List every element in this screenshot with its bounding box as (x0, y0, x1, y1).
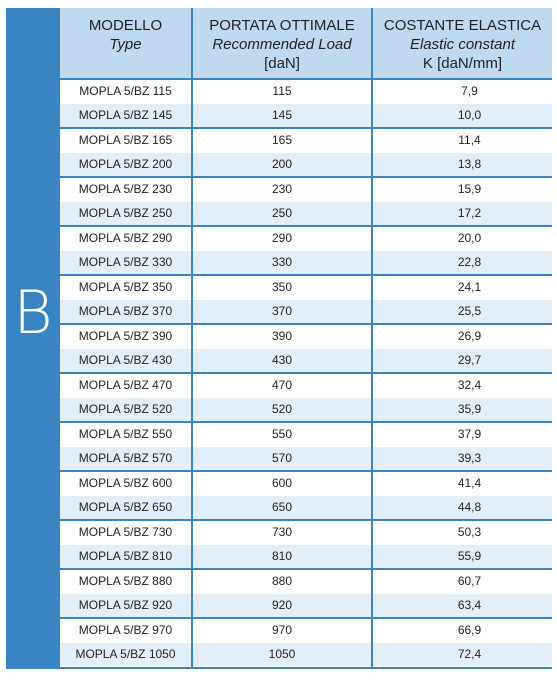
table-row (60, 80, 552, 103)
constant-cell: 41,4 (373, 472, 552, 495)
model-cell: MOPLA 5/BZ 1050 (60, 643, 191, 666)
load-cell: 200 (193, 153, 371, 176)
model-cell: MOPLA 5/BZ 330 (60, 251, 191, 274)
load-cell: 290 (193, 227, 371, 250)
load-cell: 550 (193, 423, 371, 446)
constant-cell: 63,4 (373, 594, 552, 617)
table-row (60, 447, 552, 470)
load-cell: 810 (193, 545, 371, 568)
load-cell: 370 (193, 300, 371, 323)
load-cell: 880 (193, 570, 371, 593)
model-cell: MOPLA 5/BZ 920 (60, 594, 191, 617)
table-row (60, 325, 552, 348)
model-cell: MOPLA 5/BZ 520 (60, 398, 191, 421)
table-row (60, 643, 552, 666)
load-cell: 570 (193, 447, 371, 470)
table-row (60, 202, 552, 225)
constant-cell: 32,4 (373, 374, 552, 397)
model-cell: MOPLA 5/BZ 970 (60, 619, 191, 642)
load-cell: 520 (193, 398, 371, 421)
model-cell: MOPLA 5/BZ 730 (60, 521, 191, 544)
table-row (60, 129, 552, 152)
constant-cell: 55,9 (373, 545, 552, 568)
table-row (60, 349, 552, 372)
model-cell: MOPLA 5/BZ 430 (60, 349, 191, 372)
load-cell: 390 (193, 325, 371, 348)
constant-cell: 50,3 (373, 521, 552, 544)
table-row (60, 570, 552, 593)
model-cell: MOPLA 5/BZ 880 (60, 570, 191, 593)
load-cell: 920 (193, 594, 371, 617)
table-row (60, 300, 552, 323)
table-row (60, 545, 552, 568)
table-row (60, 374, 552, 397)
load-cell: 250 (193, 202, 371, 225)
constant-cell: 7,9 (373, 80, 552, 103)
table-row (60, 276, 552, 299)
header-model-title: MODELLO (88, 17, 163, 34)
column-divider (371, 8, 373, 669)
table-header (60, 8, 552, 78)
model-cell: MOPLA 5/BZ 145 (60, 104, 191, 127)
load-cell: 350 (193, 276, 371, 299)
constant-cell: 44,8 (373, 496, 552, 519)
constant-cell: 10,0 (373, 104, 552, 127)
load-cell: 650 (193, 496, 371, 519)
model-cell: MOPLA 5/BZ 200 (60, 153, 191, 176)
constant-cell: 66,9 (373, 619, 552, 642)
constant-cell: 20,0 (373, 227, 552, 250)
constant-cell: 29,7 (373, 349, 552, 372)
load-cell: 600 (193, 472, 371, 495)
table-row (60, 251, 552, 274)
spec-table (60, 8, 552, 669)
load-cell: 230 (193, 178, 371, 201)
model-cell: MOPLA 5/BZ 390 (60, 325, 191, 348)
load-cell: 730 (193, 521, 371, 544)
header-divider (60, 78, 552, 80)
table-bottom-border (60, 667, 552, 669)
model-cell: MOPLA 5/BZ 350 (60, 276, 191, 299)
table-row (60, 472, 552, 495)
model-cell: MOPLA 5/BZ 600 (60, 472, 191, 495)
constant-cell: 35,9 (373, 398, 552, 421)
model-cell: MOPLA 5/BZ 165 (60, 129, 191, 152)
model-cell: MOPLA 5/BZ 550 (60, 423, 191, 446)
constant-cell: 13,8 (373, 153, 552, 176)
model-cell: MOPLA 5/BZ 810 (60, 545, 191, 568)
table-row (60, 619, 552, 642)
header-load-subtitle: Recommended Load (212, 36, 352, 53)
column-divider (191, 8, 193, 669)
table-row (60, 594, 552, 617)
table-row (60, 423, 552, 446)
constant-cell: 25,5 (373, 300, 552, 323)
load-cell: 165 (193, 129, 371, 152)
model-cell: MOPLA 5/BZ 230 (60, 178, 191, 201)
header-load-unit: [daN] (264, 55, 300, 72)
constant-cell: 24,1 (373, 276, 552, 299)
constant-cell: 26,9 (373, 325, 552, 348)
table-row (60, 398, 552, 421)
header-constant (373, 8, 552, 78)
table-row (60, 153, 552, 176)
table-row (60, 496, 552, 519)
table-row (60, 521, 552, 544)
table-row (60, 104, 552, 127)
constant-cell: 11,4 (373, 129, 552, 152)
load-cell: 115 (193, 80, 371, 103)
model-cell: MOPLA 5/BZ 650 (60, 496, 191, 519)
table-row (60, 227, 552, 250)
load-cell: 145 (193, 104, 371, 127)
constant-cell: 60,7 (373, 570, 552, 593)
model-cell: MOPLA 5/BZ 370 (60, 300, 191, 323)
constant-cell: 39,3 (373, 447, 552, 470)
section-letter: B (13, 278, 53, 348)
constant-cell: 22,8 (373, 251, 552, 274)
constant-cell: 72,4 (373, 643, 552, 666)
constant-cell: 37,9 (373, 423, 552, 446)
header-constant-unit: K [daN/mm] (422, 55, 503, 72)
header-model (60, 8, 191, 78)
model-cell: MOPLA 5/BZ 570 (60, 447, 191, 470)
load-cell: 1050 (193, 643, 371, 666)
load-cell: 970 (193, 619, 371, 642)
table-row (60, 178, 552, 201)
load-cell: 470 (193, 374, 371, 397)
constant-cell: 15,9 (373, 178, 552, 201)
header-load (193, 8, 371, 78)
load-cell: 430 (193, 349, 371, 372)
model-cell: MOPLA 5/BZ 250 (60, 202, 191, 225)
constant-cell: 17,2 (373, 202, 552, 225)
header-model-subtitle: Type (109, 36, 142, 53)
header-constant-subtitle: Elastic constant (409, 36, 516, 53)
section-sidebar (6, 8, 60, 669)
model-cell: MOPLA 5/BZ 290 (60, 227, 191, 250)
header-constant-title: COSTANTE ELASTICA (383, 17, 542, 34)
header-load-title: PORTATA OTTIMALE (209, 17, 355, 34)
model-cell: MOPLA 5/BZ 470 (60, 374, 191, 397)
model-cell: MOPLA 5/BZ 115 (60, 80, 191, 103)
load-cell: 330 (193, 251, 371, 274)
